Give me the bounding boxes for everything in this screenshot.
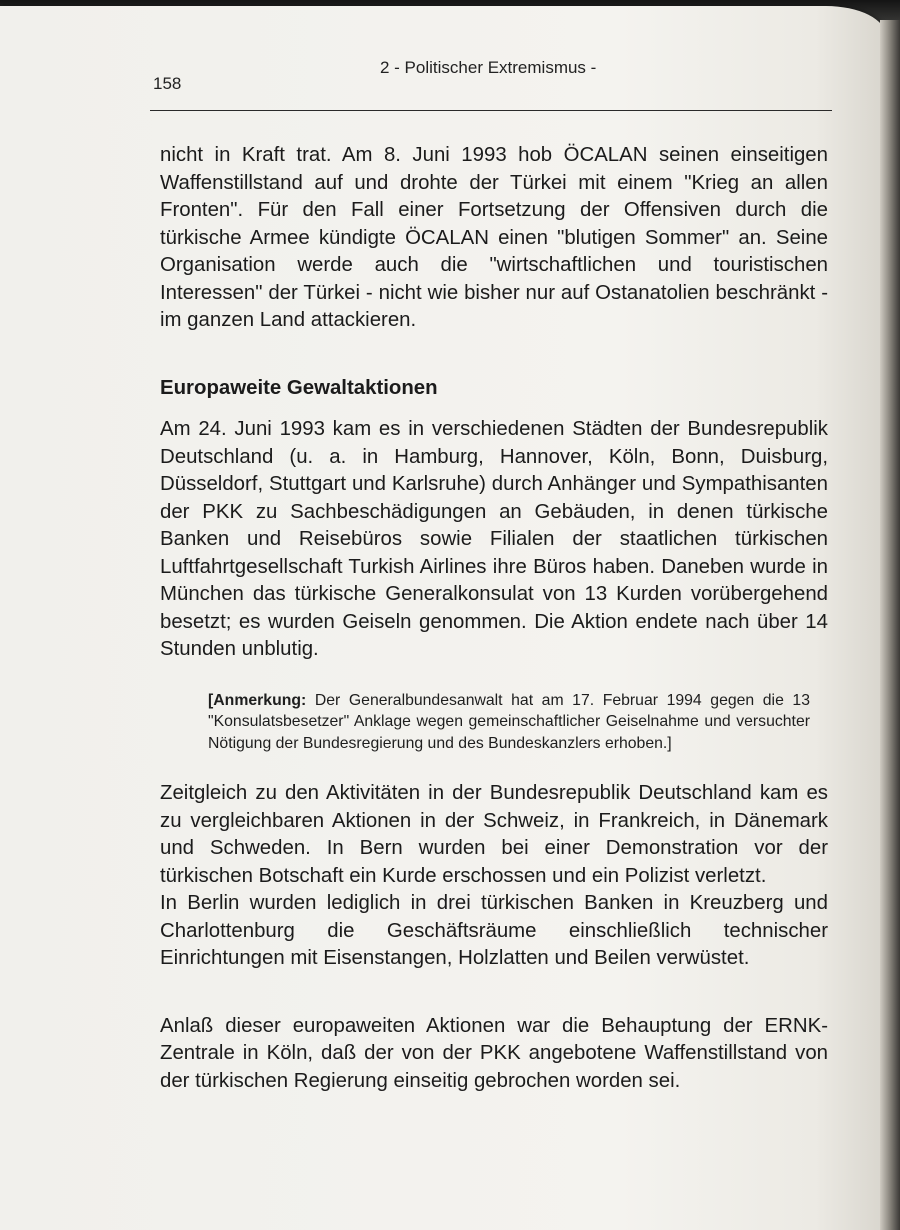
annotation-text: Der Generalbundesanwalt hat am 17. Februar 1994 gegen die 13 "Konsulatsbesetzer" Anklage wegen gemeinschaftlicher Geiselnahme und versuchter Nötigung der Bundesregierung und des Bundeskanzlers erhoben.] <box>208 691 810 752</box>
page-body <box>160 142 828 1095</box>
header-rule <box>150 110 832 111</box>
page-number: 158 <box>153 74 182 93</box>
book-page <box>0 6 886 1230</box>
paragraph-ocalan-ceasefire: nicht in Kraft trat. Am 8. Juni 1993 hob ÖCALAN seinen einseitigen Waffenstillstand auf und drohte der Türkei mit einem "Krieg an allen Fronten". Für den Fall einer Fortsetzung der Offensiven durch die türkische Armee kündigte ÖCALAN einen "blutigen Sommer" an. Seine Organisation werde auch die "wirtschaftlichen und touristischen Interessen" der Türkei - nicht wie bisher nur auf Ostanatolien beschränkt - im ganzen Land attackieren. <box>160 144 828 331</box>
annotation-label: [Anmerkung: <box>208 691 307 709</box>
page-edge-shadow <box>880 20 900 1230</box>
paragraph-reason: Anlaß dieser europaweiten Aktionen war die Behauptung der ERNK-Zentrale in Köln, daß der von der PKK angebotene Waffenstillstand von der türkischen Regierung einseitig gebrochen worden sei. <box>160 1014 828 1092</box>
annotation-note <box>208 690 810 755</box>
section-heading: Europaweite Gewaltaktionen <box>160 376 438 399</box>
paragraph-berlin: In Berlin wurden lediglich in drei türkischen Banken in Kreuzberg und Charlottenburg die Geschäftsräume einschließlich technischer Einrichtungen mit Eisenstangen, Holzlatten und Beilen verwüstet. <box>160 892 828 969</box>
paragraph-germany-actions: Am 24. Juni 1993 kam es in verschiedenen Städten der Bundesrepublik Deutschland (u. a. in Hamburg, Hannover, Köln, Bonn, Duisburg, Düsseldorf, Stuttgart und Karlsruhe) durch Anhänger und Sympathisanten der PKK zu Sachbeschädigungen an Gebäuden, in denen türkische Banken und Reisebüros sowie Filialen der staatlichen türkischen Luftfahrtgesellschaft Turkish Airlines ihre Büros haben. Daneben wurde in München das türkische Generalkonsulat von 13 Kurden vorübergehend besetzt; es wurden Geiseln genommen. Die Aktion endete nach über 14 Stunden unblutig. <box>160 418 828 660</box>
paragraph-europe-actions: Zeitgleich zu den Aktivitäten in der Bundesrepublik Deutschland kam es zu vergleichbaren Aktionen in der Schweiz, in Frankreich, in Dänemark und Schweden. In Bern wurden bei einer Demonstration vor der türkischen Botschaft ein Kurde erschossen und ein Polizist verletzt. <box>160 782 828 887</box>
running-title: 2 - Politischer Extremismus - <box>380 58 597 77</box>
